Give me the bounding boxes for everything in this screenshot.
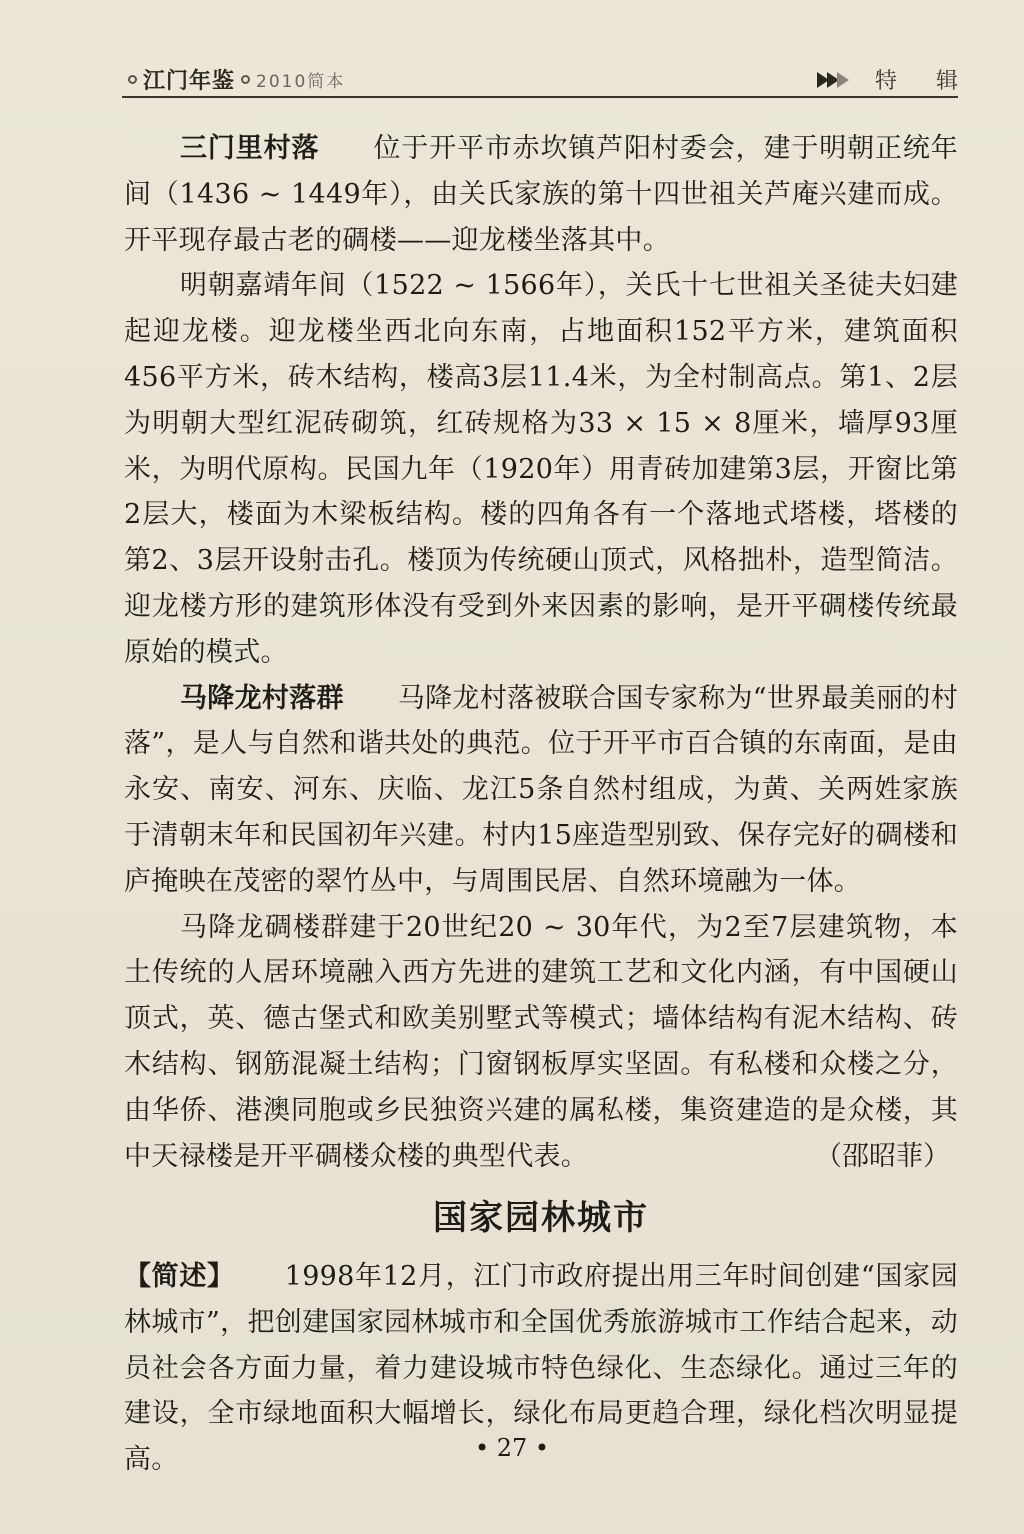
page-number: • 27 • [474, 1434, 550, 1462]
paragraph [124, 263, 958, 675]
triple-arrow-icon [817, 72, 847, 88]
header-rule [122, 96, 958, 98]
summary-label: 【简述】 [124, 1261, 235, 1292]
paragraph-lead: 三门里村落 [180, 133, 320, 164]
running-header [122, 58, 974, 98]
paragraph-text: 位于开平市赤坎镇芦阳村委会，建于明朝正统年间（1436 ~ 1449年），由关氏家族的第十四世祖关芦庵兴建而成。开平现存最古老的碉楼——迎龙楼坐落其中。 [124, 133, 958, 256]
section-tag: 特 辑 [875, 69, 974, 94]
yearbook-title: 江门年鉴 [143, 68, 236, 94]
summary-text: 1998年12月，江门市政府提出用三年时间创建“国家园林城市”，把创建国家园林城市和全国优秀旅游城市工作结合起来，动员社会各方面力量，着力建设城市特色绿化、生态绿化。通过三年的建设，全市绿地面积大幅增长，绿化布局更趋合理，绿化档次明显提高。 [124, 1261, 958, 1476]
paragraph [124, 676, 958, 905]
paragraph [124, 126, 958, 263]
section-heading: 国家园林城市 [433, 1198, 649, 1238]
paragraph-text: 明朝嘉靖年间（1522 ~ 1566年），关氏十七世祖关圣徒夫妇建起迎龙楼。迎龙楼坐西北向东南，占地面积152平方米，建筑面积456平方米，砖木结构，楼高3层11.4米，为全村制高点。第1、2层为明朝大型红泥砖砌筑，红砖规格为33 × 15 × 8厘米，墙厚93厘米，为明代原构。民国九年（1920年）用青砖加建第3层，开窗比第2层大，楼面为木梁板结构。楼的四角各有一个落地式塔楼，塔楼的第2、3层开设射击孔。楼顶为传统硬山顶式，风格拙朴，造型简洁。迎龙楼方形的建筑形体没有受到外来因素的影响，是开平碉楼传统最原始的模式。 [124, 270, 958, 668]
bullet-circle-icon [241, 75, 250, 84]
bullet-circle-icon [128, 75, 137, 84]
paragraph-lead: 马降龙村落群 [180, 682, 344, 714]
yearbook-edition: 2010简本 [256, 72, 346, 92]
article-body [124, 126, 958, 1179]
section-label [817, 64, 974, 95]
paragraph-text: 马降龙碉楼群建于20世纪20 ~ 30年代，为2至7层建筑物，本土传统的人居环境融入西方先进的建筑工艺和文化内涵，有中国硬山顶式，英、德古堡式和欧美别墅式等模式；墙体结构有泥木结构、砖木结构、钢筋混凝土结构；门窗钢板厚实坚固。有私楼和众楼之分，由华侨、港澳同胞或乡民独资兴建的属私楼，集资建造的是众楼，其中天禄楼是开平碉楼众楼的典型代表。 [124, 911, 958, 1172]
author-credit: （邵昭菲） [815, 1140, 950, 1172]
yearbook-label [122, 64, 345, 95]
paragraph-text: 马降龙村落被联合国专家称为“世界最美丽的村落”，是人与自然和谐共处的典范。位于开平市百合镇的东南面，是由永安、南安、河东、庆临、龙江5条自然村组成，为黄、关两姓家族于清朝末年和民国初年兴建。村内15座造型别致、保存完好的碉楼和庐掩映在茂密的翠竹丛中，与周围民居、自然环境融为一体。 [124, 682, 958, 897]
